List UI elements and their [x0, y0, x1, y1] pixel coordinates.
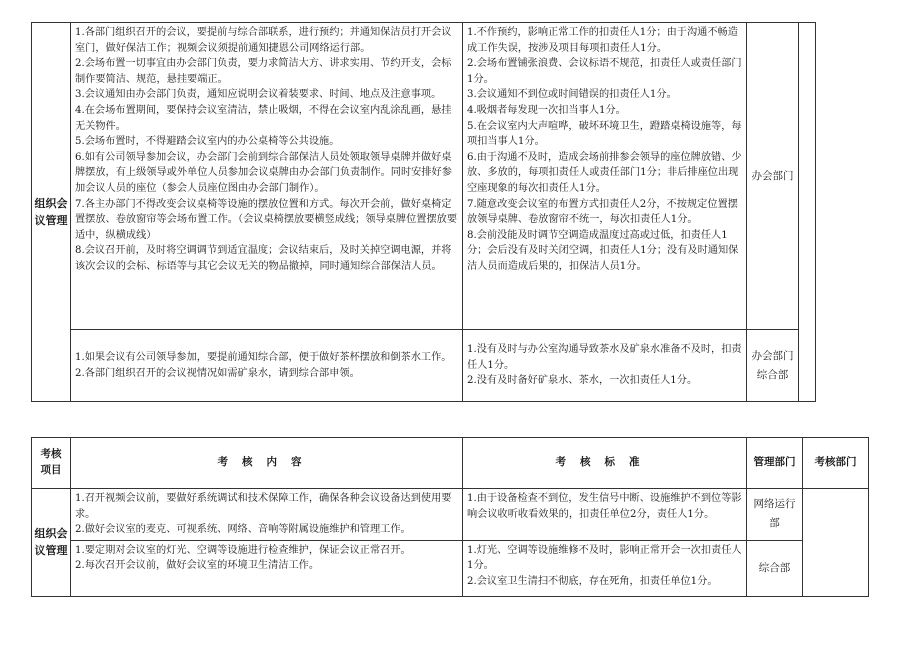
- content-item: 7.各主办部门不得改变会议桌椅等设施的摆放位置和方式。每次开会前，做好桌椅定置摆放、卷放窗帘等会场布置工作。（会议桌椅摆放要横竖成线；领导桌牌位置摆放要适中，纵横成线）: [75, 198, 458, 241]
- table-header-row: [32, 438, 869, 489]
- table-row: [32, 489, 869, 541]
- content-item: 1.如果会议有公司领导参加，要提前通知综合部，便于做好茶杯摆放和倒茶水工作。: [75, 351, 452, 363]
- header-mgmt-dept: 管理部门: [747, 438, 803, 489]
- standard-item: 1.不作预约，影响正常工作的扣责任人1分；由于沟通不畅造成工作失误，按涉及项目每项扣责任人1分。: [467, 27, 738, 54]
- header-content: 考核内容: [71, 438, 463, 489]
- category-cell: 组织会议管理: [32, 489, 71, 597]
- assessment-table-continued: [31, 22, 816, 402]
- content-item: 1.各部门组织召开的会议，要提前与综合部联系，进行预约；并通知保洁员打开会议室门，做好保洁工作；视频会议须提前通知捷恩公司网络运行部。: [75, 27, 452, 54]
- standard-item: 8.会前没能及时调节空调造成温度过高或过低，扣责任人1分；会后没有及时关闭空调，扣责任人1分；没有及时通知保洁人员而造成后果的，扣保洁人员1分。: [467, 229, 739, 272]
- standard-item: 4.吸烟者每发现一次扣当事人1分。: [467, 104, 626, 116]
- standard-item: 2.没有及时备好矿泉水、茶水，一次扣责任人1分。: [467, 375, 698, 387]
- table-row: [32, 540, 869, 596]
- header-assess-dept: 考核部门: [803, 438, 869, 489]
- assess-dept-cell: [803, 489, 869, 597]
- dept-cell: 网络运行部: [747, 489, 803, 541]
- table-row: [32, 23, 816, 330]
- dept-cell: 综合部: [747, 540, 803, 596]
- content-item: 2.每次召开会议前，做好会议室的环境卫生清洁工作。: [75, 560, 320, 572]
- content-item: 4.在会场布置期间，要保持会议室清洁，禁止吸烟，不得在会议室内乱涂乱画，悬挂无关物件。: [75, 104, 452, 132]
- content-item: 2.各部门组织召开的会议视情况如需矿泉水，请到综合部申领。: [75, 367, 360, 379]
- header-item: 考核项目: [32, 438, 71, 489]
- assessment-table: [31, 437, 869, 597]
- standard-item: 2.会议室卫生清扫不彻底，存在死角，扣责任单位1分。: [467, 575, 718, 587]
- content-item: 1.要定期对会议室的灯光、空调等设施进行检查维护，保证会议正常召开。: [75, 544, 411, 556]
- standard-cell: [463, 489, 747, 541]
- standard-item: 1.由于设备检查不到位，发生信号中断、设施维护不到位等影响会议收听收看效果的，扣责任单位2分，责任人1分。: [467, 493, 742, 520]
- content-item: 2.会场布置一切事宜由办会部门负责，要力求简洁大方、讲求实用、节约开支，会标制作要简洁、规范，悬挂要端正。: [75, 58, 452, 85]
- category-cell: 组织会议管理: [32, 23, 71, 402]
- content-item: 3.会议通知由办会部门负责，通知应说明会议着装要求、时间、地点及注意事项。: [75, 89, 442, 101]
- standard-item: 7.随意改变会议室的布置方式扣责任人2分，不按规定位置摆放领导桌牌、卷放窗帘不统一，每次扣责任人1分。: [467, 198, 738, 226]
- standard-item: 5.在会议室内大声喧哗，破坏环境卫生，蹬踏桌椅设施等，每项扣当事人1分。: [467, 120, 742, 148]
- dept-cell: 办会部门综合部: [747, 330, 799, 402]
- standard-cell: [463, 540, 747, 596]
- content-item: 8.会议召开前，及时将空调调节到适宜温度；会议结束后，及时关掉空调电源，并将该次会议的会标、标语等与其它会议无关的物品撤掉，同时通知综合部保洁人员。: [75, 245, 452, 272]
- content-cell: [71, 489, 463, 541]
- standard-item: 1.没有及时与办公室沟通导致茶水及矿泉水准备不及时，扣责任人1分。: [467, 344, 742, 371]
- dept-cell: 办会部门: [747, 23, 799, 330]
- assess-dept-cell: [799, 23, 816, 402]
- content-cell: [71, 23, 463, 330]
- header-standard: 考核标准: [463, 438, 747, 489]
- table-row: [32, 330, 816, 402]
- standard-item: 2.会场布置铺张浪费、会议标语不规范，扣责任人或责任部门1分。: [467, 58, 742, 85]
- standard-item: 3.会议通知不到位或时间错误的扣责任人1分。: [467, 89, 677, 101]
- content-cell: [71, 330, 463, 402]
- content-item: 1.召开视频会议前，要做好系统调试和技术保障工作，确保各种会议设备达到使用要求。: [75, 493, 452, 520]
- content-item: 2.做好会议室的麦克、可视系统、网络、音响等附属设施维护和管理工作。: [75, 524, 411, 536]
- content-item: 6.如有公司领导参加会议，办会部门会前到综合部保洁人员处领取领导桌牌并做好桌牌摆放，有上级领导或外单位人员参加会议桌牌由办会部门负责制作。同时安排好参加会议人员的座位（参会人员座位图由办会部门制作）。: [75, 151, 452, 194]
- content-item: 5.会场布置时，不得避踏会议室内的办公桌椅等公共设施。: [75, 136, 340, 148]
- standard-item: 6.由于沟通不及时，造成会场前排参会领导的座位牌放错、少放、多放的，每项扣责任人或责任部门1分；非后排座位出现空座现象的每次扣责任人1分。: [467, 151, 742, 194]
- standard-cell: [463, 330, 747, 402]
- standard-cell: [463, 23, 747, 330]
- content-cell: [71, 540, 463, 596]
- standard-item: 1.灯光、空调等设施维修不及时，影响正常开会一次扣责任人1分。: [467, 544, 742, 572]
